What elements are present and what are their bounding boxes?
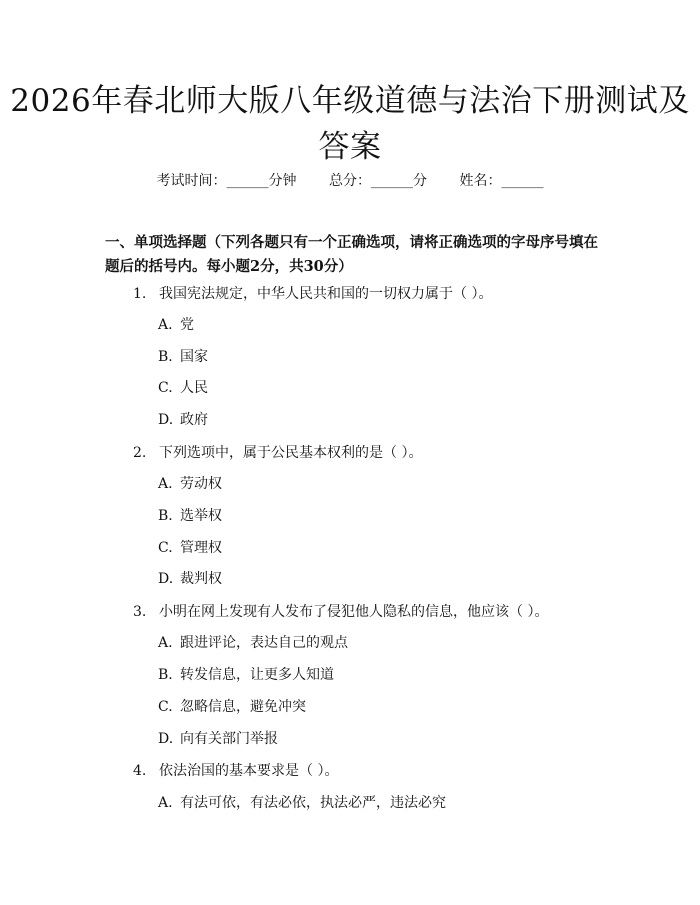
option-1b [158, 346, 208, 366]
option-text: 裁判权 [180, 571, 222, 587]
option-1a [158, 314, 194, 334]
option-letter: B. [158, 508, 173, 524]
question-4 [133, 760, 338, 780]
total-score: 总分：______分 [329, 173, 427, 189]
option-1c [158, 377, 208, 397]
option-letter: C. [158, 540, 173, 556]
question-text: 小明在网上发现有人发布了侵犯他人隐私的信息，他应该（ ）。 [159, 604, 549, 620]
option-2d [158, 568, 222, 588]
option-text: 管理权 [180, 540, 222, 556]
option-letter: C. [158, 380, 173, 396]
question-text: 我国宪法规定，中华人民共和国的一切权力属于（ ）。 [159, 286, 493, 302]
question-text: 依法治国的基本要求是（ ）。 [159, 763, 339, 779]
option-2b [158, 505, 222, 525]
section-heading: 一、单项选择题（下列各题只有一个正确选项，请将正确选项的字母序号填在题后的括号内。每小题2分，共30分） [105, 234, 598, 275]
option-3a [158, 632, 348, 652]
option-letter: A. [158, 317, 173, 333]
option-text: 劳动权 [180, 476, 222, 492]
question-number: 3. [133, 604, 147, 620]
option-3b [158, 664, 334, 684]
option-text: 党 [180, 317, 194, 333]
question-text: 下列选项中，属于公民基本权利的是（ ）。 [159, 445, 423, 461]
option-letter: C. [158, 699, 173, 715]
option-letter: A. [158, 635, 173, 651]
option-text: 跟进评论，表达自己的观点 [180, 635, 348, 651]
option-text: 忽略信息，避免冲突 [180, 699, 306, 715]
option-letter: D. [158, 731, 174, 747]
option-4a [158, 792, 446, 812]
option-letter: A. [158, 795, 173, 811]
option-letter: B. [158, 667, 173, 683]
exam-time: 考试时间：______分钟 [156, 173, 297, 189]
question-number: 1. [133, 286, 147, 302]
option-2c [158, 537, 222, 557]
option-text: 选举权 [180, 508, 222, 524]
option-letter: A. [158, 476, 173, 492]
option-text: 政府 [180, 412, 208, 428]
question-number: 2. [133, 445, 147, 461]
page-title: 2026年春北师大版八年级道德与法治下册测试及答案 [10, 83, 690, 165]
option-letter: D. [158, 412, 174, 428]
student-name: 姓名：______ [459, 173, 544, 189]
option-3c [158, 696, 306, 716]
question-number: 4. [133, 763, 147, 779]
option-2a [158, 473, 222, 493]
question-2 [133, 442, 422, 462]
option-text: 有法可依，有法必依，执法必严，违法必究 [180, 795, 446, 811]
option-text: 转发信息，让更多人知道 [180, 667, 334, 683]
option-letter: D. [158, 571, 174, 587]
question-1 [133, 283, 492, 303]
question-3 [133, 601, 548, 621]
option-text: 人民 [180, 380, 208, 396]
exam-info [0, 170, 700, 190]
option-3d [158, 728, 278, 748]
option-letter: B. [158, 349, 173, 365]
option-1d [158, 409, 208, 429]
option-text: 向有关部门举报 [180, 731, 278, 747]
option-text: 国家 [180, 349, 208, 365]
